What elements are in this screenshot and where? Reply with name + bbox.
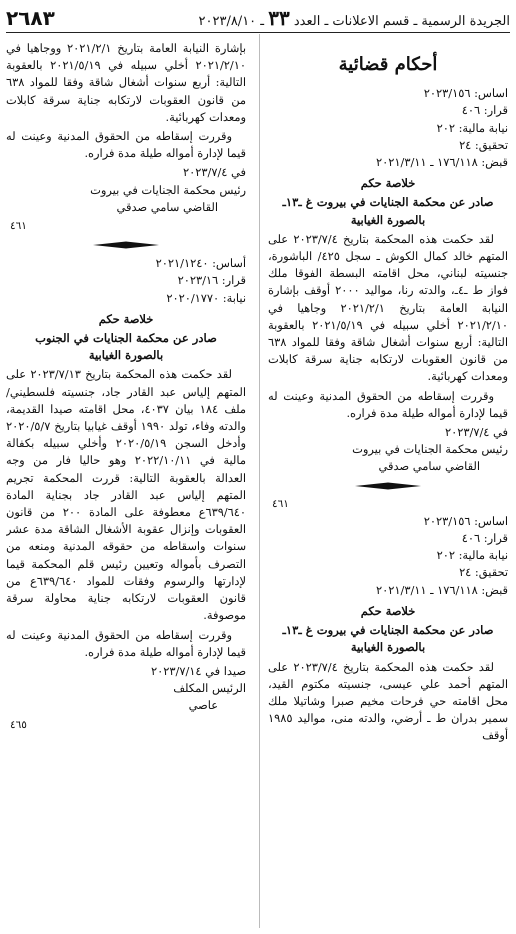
notice-reference: ٤٦١ — [10, 220, 27, 233]
signature-title: رئيس محكمة الجنايات في بيروت — [90, 182, 246, 197]
signature-title: الرئيس المكلف — [173, 681, 246, 696]
summary-title: خلاصة حكم — [360, 603, 416, 618]
absentia-line: بالصورة الغيابية — [350, 212, 426, 227]
case-record-2 — [268, 513, 508, 745]
verdict-paragraph: وقررت إسقاطه من الحقوق المدنية وعينت له قيما لإدارة أمواله طيلة مدة فراره. — [6, 627, 246, 659]
case-record-3 — [6, 255, 246, 733]
record-line: قرار: ٢٠٢٣/١٦ — [177, 273, 246, 288]
signature-name: القاضي سامي صدقي — [378, 459, 480, 474]
record-line: تحقيق: ٢٤ — [459, 565, 508, 580]
verdict-date: في ٢٠٢٣/٧/٤ — [445, 425, 508, 440]
absentia-line: بالصورة الغيابية — [350, 640, 426, 655]
verdict-date: في ٢٠٢٣/٧/٤ — [183, 165, 246, 180]
court-line: صادر عن محكمة الجنايات في الجنوب — [35, 331, 217, 346]
verdict-paragraph: لقد حكمت هذه المحكمة بتاريخ ٢٠٢٣/٧/٤ على المتهم أحمد علي عيسى، جنسيته مكتوم القيد، محل اقامته حي فرحات مخيم صبرا وشاتيلا ملك سمير بدران ط ـ أرضي، والدته منى، مواليد ١٩٨٥ أوقف — [268, 659, 508, 743]
absentia-line: بالصورة الغيابية — [88, 348, 164, 363]
header-text: الجريدة الرسمية ـ قسم الاعلانات ـ العدد — [293, 14, 510, 29]
court-line: صادر عن محكمة الجنايات في بيروت غ ـ١٣ـ — [282, 195, 494, 210]
divider-ornament-icon — [93, 241, 159, 249]
record-line: نيابة: ٢٠٢٠/١٧٧٠ — [166, 290, 246, 305]
signature-name: عاصي — [188, 698, 218, 713]
record-line: قرار: ٤٠٦ — [461, 531, 508, 546]
signature-name: القاضي سامي صدقي — [116, 199, 218, 214]
issue-date: ـ ٢٠٢٣/٨/١٠ — [198, 14, 265, 29]
verdict-paragraph: لقد حكمت هذه المحكمة بتاريخ ٢٠٢٣/٧/١٣ على المتهم إلياس عبد القادر جاد، جنسيته فلسطيني/ ملف ١٨٤ بيان ٤٠٣٧، محل اقامته صيدا القديمة، والدته وفاء، تولد ١٩٩٠ أوقف غيابيا بتاريخ ٢٠٢٠/٥/٧ وأدخل السجن ٢٠٢٠/٥/١٩ وأخلي سبيله بكفالة مالية في ٢٠٢٢/١٠/١١ وهو حاليا فار من وجه العدالة بالعقوبة التالية: قررت المحكمة تجريم المتهم إلياس عبد القادر جاد بجناية المادة ٦٣٩/٦٤٠ع معطوفة على المادة ٢٠٠ من قانون العقوبات وإنزال عقوبة الأشغال الشاقة مدة عشر سنوات واسقاطه من حقوقه المدنية ومنعه من التصرف بأمواله وتعيين رئيس قلم المحكمة قيما لإدارتها والرسوم وفقات للمواد ٦٣٩/٦٤٠ع من قانون العقوبات لارتكابه جناية محاولة سرقة موصوفة. — [6, 367, 246, 623]
notice-reference: ٤٦٥ — [10, 718, 27, 731]
page-number: ٢٦٨٣ — [6, 6, 55, 30]
signature-title: رئيس محكمة الجنايات في بيروت — [352, 442, 508, 457]
column-divider — [259, 34, 260, 928]
record-line: قرار: ٤٠٦ — [461, 103, 508, 118]
summary-title: خلاصة حكم — [360, 176, 416, 191]
record-line: قبض: ١٧٦/١١٨ ـ ٢٠٢١/٣/١١ — [376, 155, 508, 170]
continued-paragraph: بإشارة النيابة العامة بتاريخ ٢٠٢١/٢/١ ووجاهيا في ٢٠٢١/٢/١٠ أخلي سبيله في ٢٠٢١/٥/١٩ بالعقوبة التالية: أربع سنوات أشغال شاقة وفقا للمواد ٦٣٨ من قانون العقوبات لارتكابه جناية سرقة كابلات ومعدات كهربائية. — [6, 41, 246, 124]
record-line: قبض: ١٧٦/١١٨ ـ ٢٠٢١/٣/١١ — [376, 582, 508, 597]
record-line: اساس: ٢٠٢٣/١٥٦ — [423, 86, 508, 101]
verdict-date: صيدا في ٢٠٢٣/٧/١٤ — [151, 663, 246, 678]
summary-title: خلاصة حكم — [98, 311, 154, 326]
section-divider — [6, 237, 246, 253]
left-column — [6, 38, 246, 734]
case-record-1 — [268, 85, 508, 475]
issue-number: ٣٣ — [268, 6, 290, 30]
page-header — [6, 4, 510, 33]
section-divider — [268, 478, 508, 494]
notice-reference: ٤٦١ — [272, 497, 289, 510]
verdict-paragraph: لقد حكمت هذه المحكمة بتاريخ ٢٠٢٣/٧/٤ على المتهم خالد كمال الكوش ـ سجل ٤٢٥/ الباشورة، جنسيته لبناني، محل اقامته البسطة الفوقا ملك فواز ط ـ٤ـ، والدته رنا، مواليد ٢٠٠٠ أوقف بإشارة النيابة العامة بتاريخ ٢٠٢١/٢/١ وجاهيا في ٢٠٢١/٢/١٠ أخلي سبيله في ٢٠٢١/٥/١٩ بالعقوبة التالية: أربع سنوات أشغال شاقة وفقا للمواد ٦٣٨ من قانون العقوبات لارتكابه جناية سرقة كابلات ومعدات كهربائية. — [268, 231, 508, 384]
record-line: نيابة مالية: ٢٠٢ — [436, 120, 508, 135]
record-line: نيابة مالية: ٢٠٢ — [436, 548, 508, 563]
right-column — [268, 38, 508, 747]
continued-paragraph: وقررت إسقاطه من الحقوق المدنية وعينت له قيما لإدارة أمواله طيلة مدة فراره. — [6, 129, 246, 161]
section-title: أحكام قضائية — [338, 54, 438, 75]
header-info — [199, 6, 510, 30]
record-line: تحقيق: ٢٤ — [459, 137, 508, 152]
record-line: اساس: ٢٠٢٣/١٥٦ — [423, 513, 508, 528]
divider-ornament-icon — [355, 482, 421, 490]
verdict-paragraph: وقررت إسقاطه من الحقوق المدنية وعينت له قيما لإدارة أمواله طيلة مدة فراره. — [268, 388, 508, 420]
record-line: أساس: ٢٠٢١/١٢٤٠ — [155, 256, 246, 271]
court-line: صادر عن محكمة الجنايات في بيروت غ ـ١٣ـ — [282, 623, 494, 638]
